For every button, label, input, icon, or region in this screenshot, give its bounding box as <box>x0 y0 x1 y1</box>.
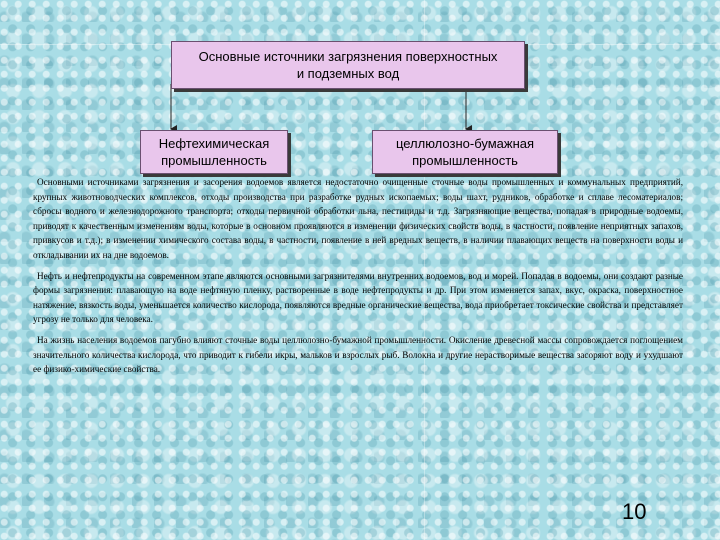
main-topic-line1: Основные источники загрязнения поверхностных <box>198 49 498 64</box>
main-topic-line2: и подземных вод <box>296 66 400 81</box>
pulp-paper-industry-box <box>372 130 558 174</box>
petrochemical-industry-box <box>140 130 288 174</box>
pulp-paper-line1: целлюлозно-бумажная <box>395 136 535 151</box>
page-number: 10 <box>622 499 647 524</box>
petrochemical-line2: промышленность <box>161 153 267 168</box>
paragraph-sources: Основными источниками загрязнения и засорения водоемов является недостаточно очищенные сточные воды промышленных и коммунальных предприятий, крупных животноводческих комплексов, отходы производства при разработке рудных ископаемых; воды шахт, рудников, обработке и сплаве лесоматериалов; сбросы водного и железнодорожного транспорта; отходы первичной обработки льна, пестициды и т.д. Загрязняющие вещества, попадая в природные водоемы, приводят к качественным изменениям воды, которые в основном проявляются в изменении физических свойств воды, в частности, появление неприятных запахов, привкусов и т.д.); в изменении химического состава воды, в частности, появление в ней вредных веществ, в наличии плавающих веществ на поверхности воды и откладывании их на дне водоемов. <box>33 177 683 260</box>
paragraph-pulp-paper: На жизнь населения водоемов пагубно влияют сточные воды целлюлозно-бумажной промышленности. Окисление древесной массы сопровождается поглощением значительного количества кислорода, что приводит к гибели икры, мальков и взрослых рыб. Волокна и другие нерастворимые вещества засоряют воду и ухудшают ее физико-химические свойства. <box>33 334 683 375</box>
paragraph-oil: Нефть и нефтепродукты на современном этапе являются основными загрязнителями внутренних водоемов, вод и морей. Попадая в водоемы, они создают разные формы загрязнения: плавающую на воде нефтяную пленку, растворенные в воде нефтепродукты и др. При этом изменяется запах, вкус, окраска, поверхностное натяжение, вязкость воды, уменьшается количество кислорода, появляются вредные органические вещества, вода приобретает токсические свойства и представляет угрозу не только для человека. <box>33 270 683 325</box>
main-topic-box <box>171 41 525 89</box>
petrochemical-line1: Нефтехимическая <box>158 136 270 151</box>
body-text <box>33 175 683 383</box>
pulp-paper-line2: промышленность <box>412 153 518 168</box>
